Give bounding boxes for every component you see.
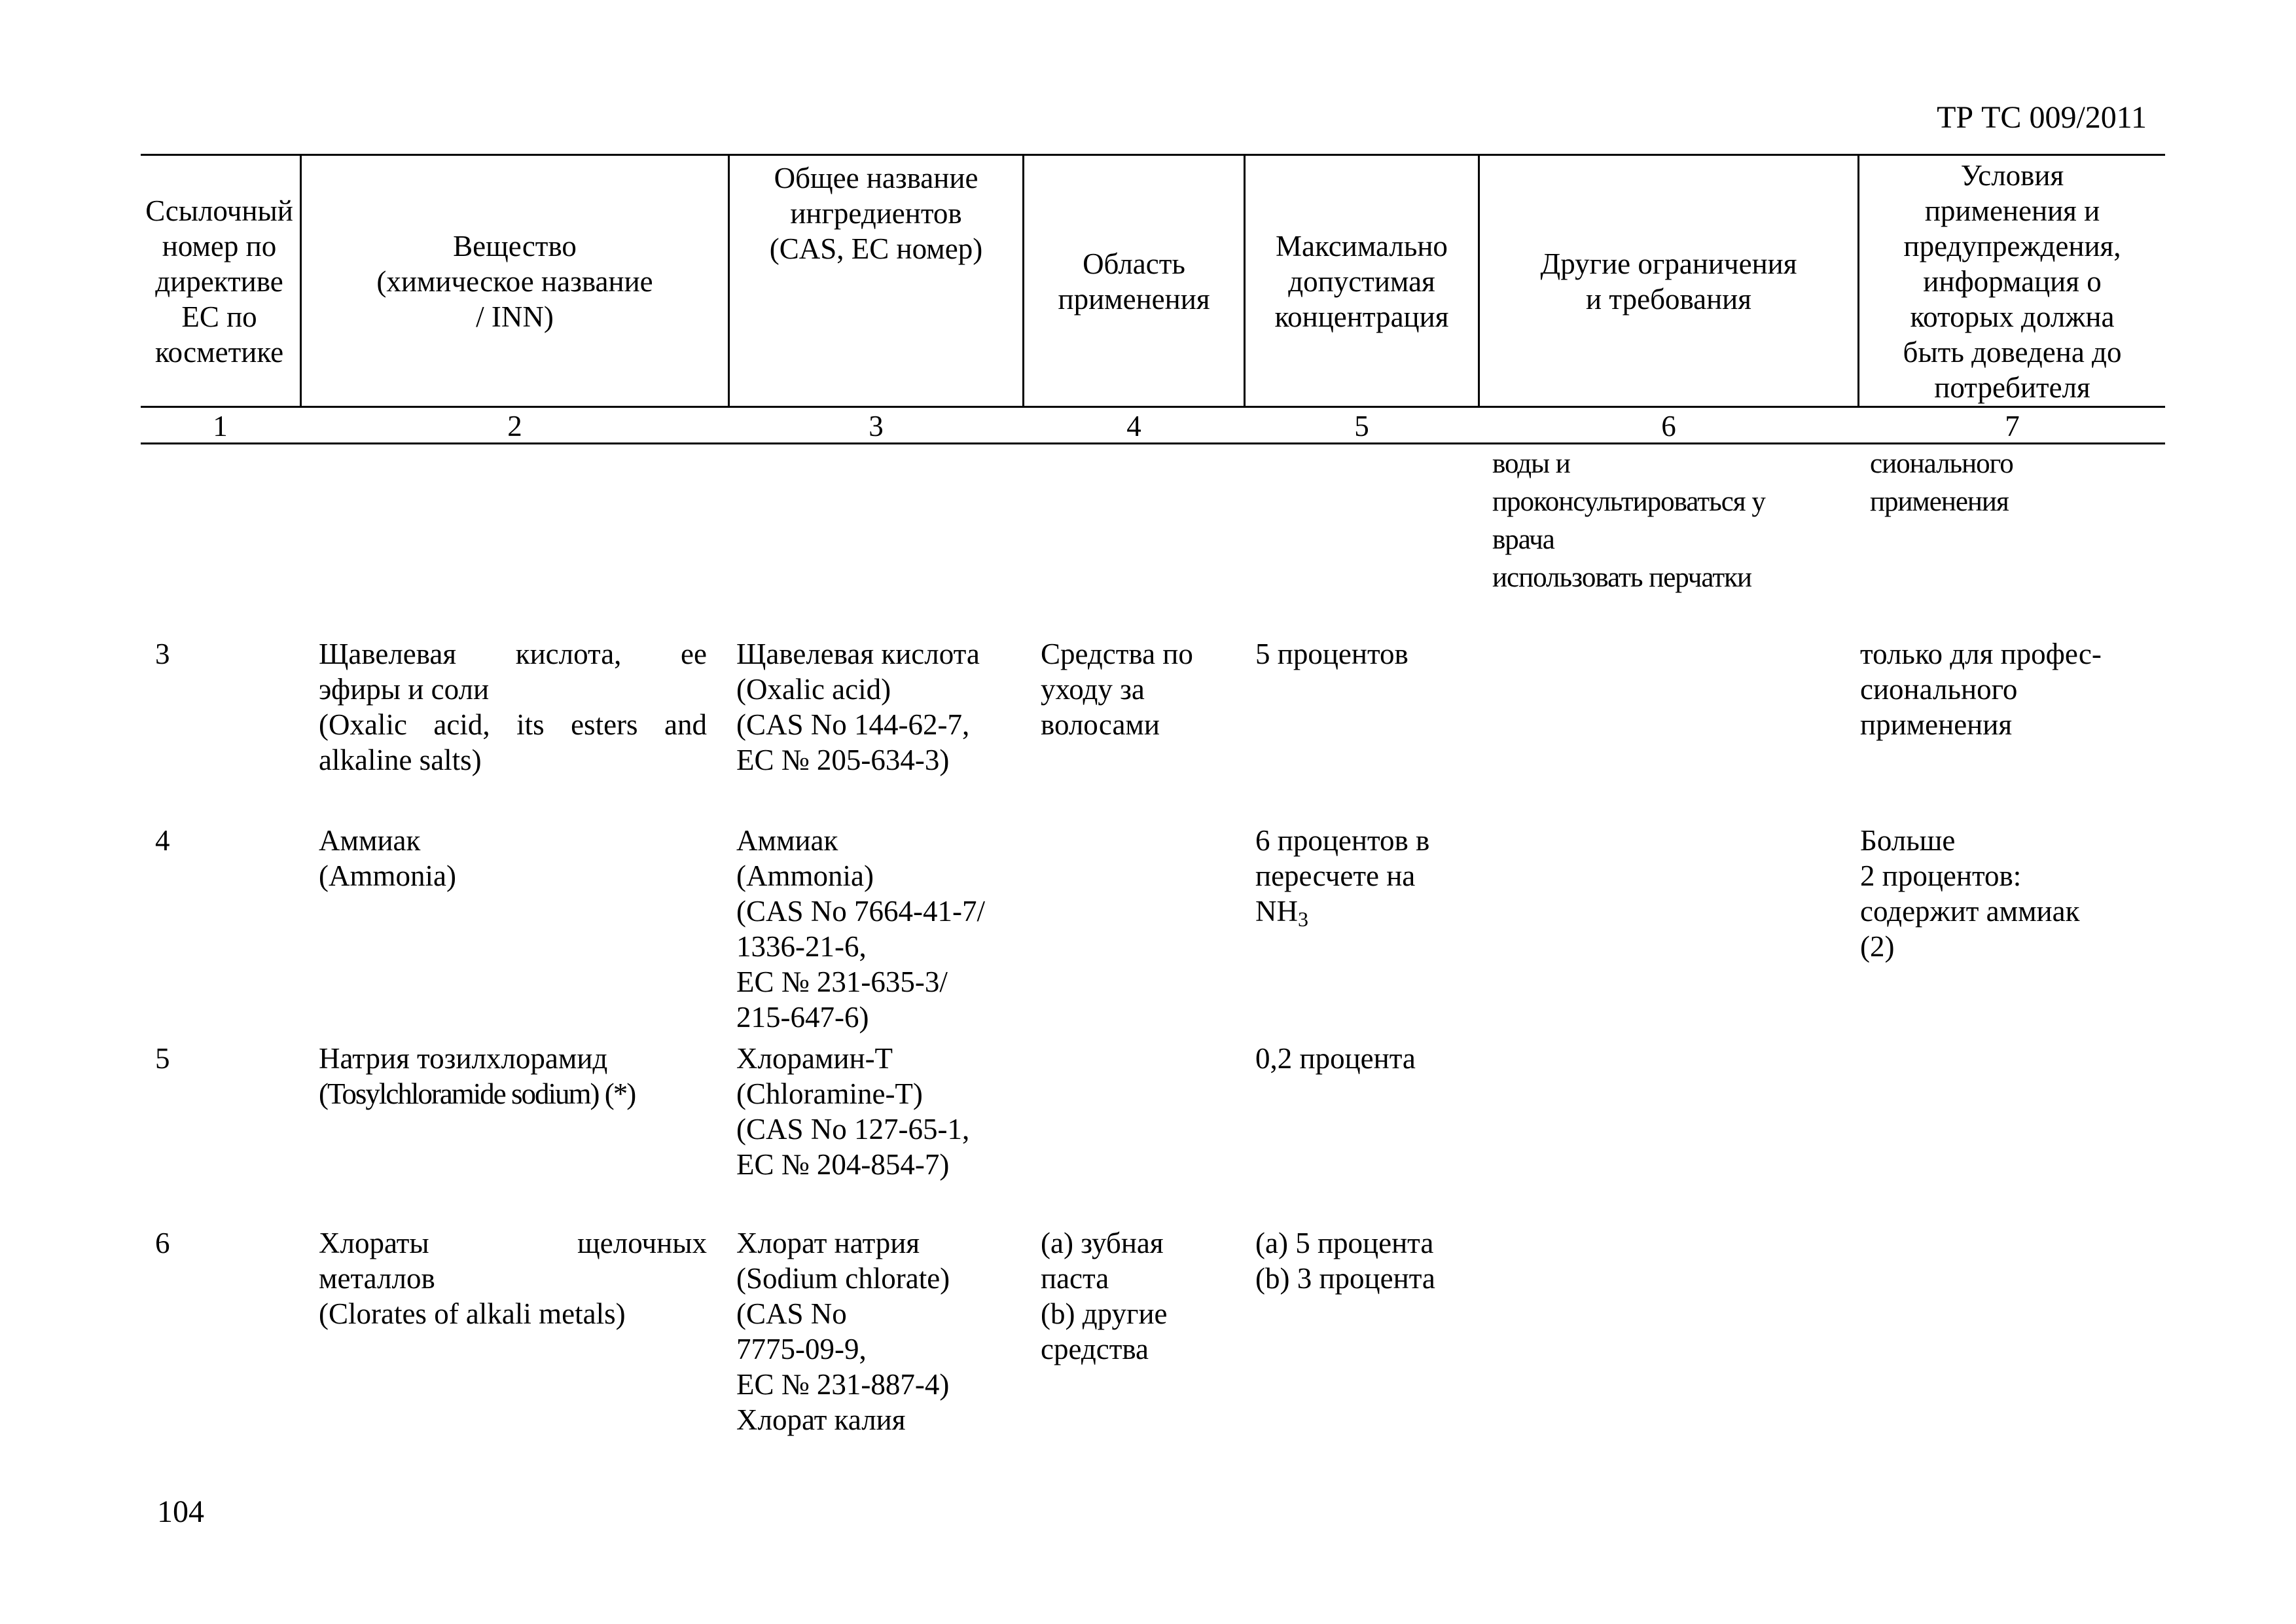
row-conditions: Больше 2 процентов: содержит аммиак (2): [1860, 824, 2080, 963]
row-substance: [319, 636, 707, 778]
substance-line: Щавелевая кислота, ее: [319, 638, 707, 670]
row-substance: [319, 1041, 711, 1111]
document-code: ТР ТС 009/2011: [1937, 100, 2147, 135]
substance-line: (Ammonia): [319, 859, 456, 892]
max-concentration-text: 6 процентов в пересчете на NH: [1255, 824, 1430, 928]
substance-line: Аммиак: [319, 824, 421, 857]
row-max-concentration: (a) 5 процента (b) 3 процента: [1255, 1227, 1435, 1295]
header-conditions-warnings: Условия применения и предупреждения, информация о которых должна быть доведена до потребителя: [1903, 158, 2122, 404]
continuation-conditions: сионального применения: [1870, 448, 2013, 517]
substance-line: металлов: [319, 1262, 435, 1295]
row-common-name: Щавелевая кислота (Oxalic acid) (CAS No 144-62-7, ЕС № 205-634-3): [736, 638, 980, 776]
row-substance: [319, 823, 707, 893]
substance-line: alkaline salts): [319, 744, 482, 776]
header-max-concentration: Максимально допустимая концентрация: [1274, 229, 1449, 333]
column-number: 7: [2005, 410, 2020, 442]
substance-line: (Tosylchloramide sodium) (*): [319, 1077, 636, 1110]
substance-line: эфиры и соли: [319, 673, 490, 706]
row-ref-number: 3: [155, 638, 170, 670]
column-number: 6: [1661, 410, 1676, 442]
column-number: 1: [213, 410, 228, 442]
column-number: 5: [1354, 410, 1369, 442]
row-common-name: Хлорат натрия (Sodium chlorate) (CAS No 7775-09-9, ЕС № 231-887-4) Хлорат калия: [736, 1227, 950, 1436]
continuation-other-restrictions: воды и проконсультироваться у врача использовать перчатки: [1492, 448, 1765, 593]
column-number: 3: [869, 410, 884, 442]
row-common-name: Аммиак (Ammonia) (CAS No 7664-41-7/ 1336-21-6, ЕС № 231-635-3/ 215-647-6): [736, 824, 985, 1034]
row-field-of-use: (a) зубная паста (b) другие средства: [1041, 1227, 1168, 1365]
header-field-of-use: Область применения: [1058, 247, 1210, 316]
page-number: 104: [157, 1494, 204, 1529]
header-other-restrictions: Другие ограничения и требования: [1540, 247, 1797, 316]
row-conditions: только для профес- сионального применения: [1860, 638, 2102, 741]
header-common-name: Общее название ингредиентов (CAS, ЕС номер): [769, 162, 983, 265]
row-substance: [319, 1225, 707, 1331]
row-ref-number: 6: [155, 1227, 170, 1259]
column-number: 4: [1126, 410, 1141, 442]
row-common-name: Хлорамин-Т (Chloramine-T) (CAS No 127-65-1, ЕС № 204-854-7): [736, 1042, 970, 1181]
substance-line: (Clorates of alkali metals): [319, 1297, 626, 1330]
header-substance: Вещество (химическое название / INN): [376, 229, 653, 333]
row-ref-number: 4: [155, 824, 170, 857]
column-number: 2: [507, 410, 522, 442]
header-reference-number: Ссылочный номер по директиве ЕС по косметике: [145, 194, 293, 369]
row-max-concentration: 0,2 процента: [1255, 1042, 1416, 1075]
substance-line: Натрия тозилхлорамид: [319, 1042, 608, 1075]
row-max-concentration: 5 процентов: [1255, 638, 1408, 670]
row-field-of-use: Средства по уходу за волосами: [1041, 638, 1193, 741]
row-ref-number: 5: [155, 1042, 170, 1075]
substance-line: (Oxalic acid, its esters and: [319, 708, 707, 741]
subscript-three: 3: [1298, 907, 1308, 931]
substance-line: Хлораты щелочных: [319, 1227, 707, 1259]
row-max-concentration: [1255, 823, 1478, 929]
